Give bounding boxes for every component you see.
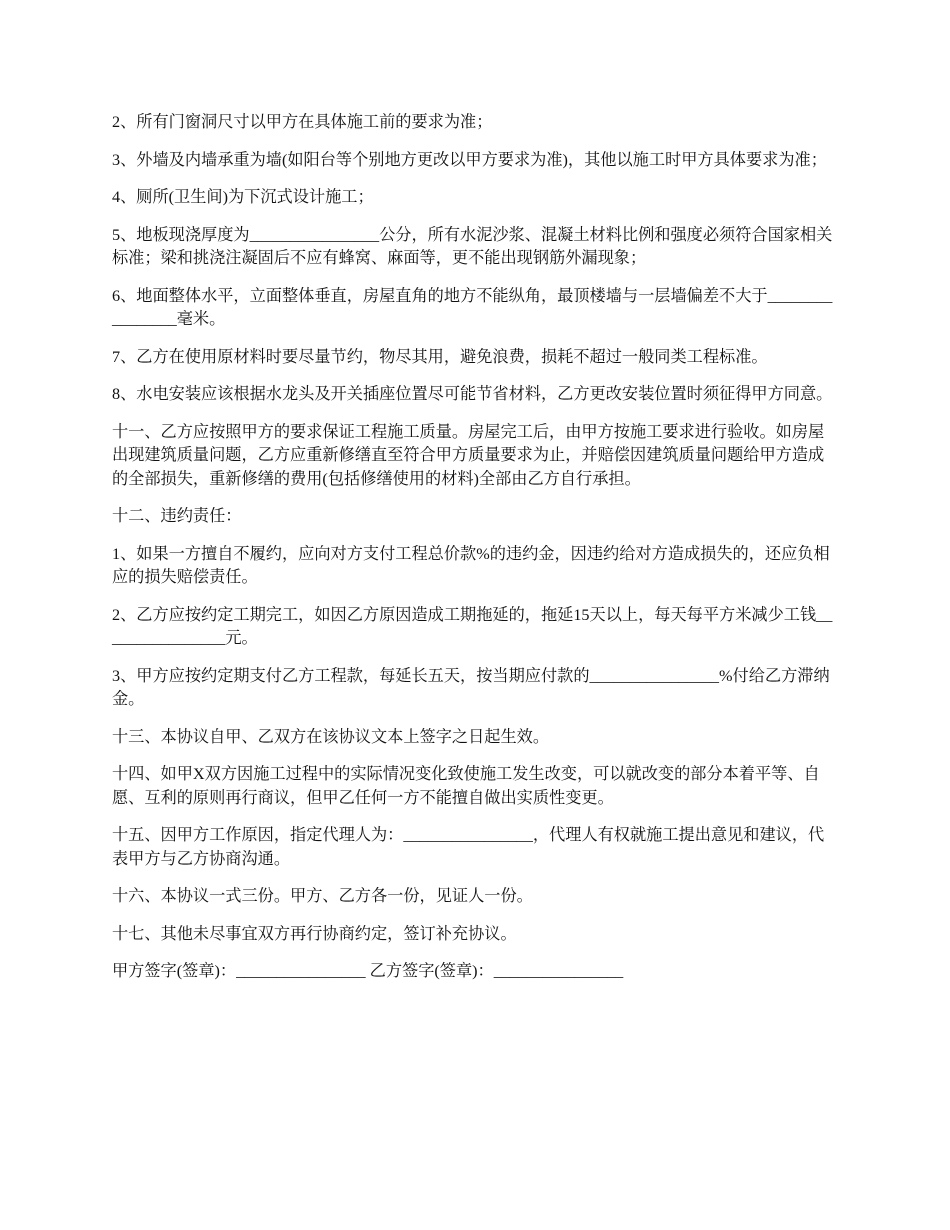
clause-sixteen-copies: 十六、本协议一式三份。甲方、乙方各一份，见证人一份。 <box>112 887 533 905</box>
clause-floor-thickness: 5、地板现浇厚度为________________公分，所有水泥沙浆、混凝土材料比例和强度必须符合国家相关标准；梁和挑浇注凝固后不应有蜂窝、麻面等，更不能出现钢筋外漏现象； <box>112 225 833 267</box>
clause-thirteen-effective: 十三、本协议自甲、乙双方在该协议文本上签字之日起生效。 <box>112 727 550 746</box>
clause-late-payment: 3、甲方应按约定期支付乙方工程款，每延长五天，按当期应付款的________________%付给乙方滞纳金。 <box>112 666 830 708</box>
clause-level-plumb: 6、地面整体水平，立面整体垂直，房屋直角的地方不能纵角，最顶楼墙与一层墙偏差不大于________________毫米。 <box>112 286 833 328</box>
clause-plumbing-electrical: 8、水电安装应该根据水龙头及开关插座位置尽可能节省材料，乙方更改安装位置时须征得甲方同意。 <box>112 385 833 403</box>
clause-load-bearing-walls: 3、外墙及内墙承重为墙(如阳台等个别地方更改以甲方要求为准)，其他以施工时甲方具体要求为准； <box>112 150 827 169</box>
clause-seventeen-supplement: 十七、其他未尽事宜双方再行协商约定，签订补充协议。 <box>112 924 517 943</box>
clause-toilet-design: 4、厕所(卫生间)为下沉式设计施工； <box>112 188 374 206</box>
clause-material-saving: 7、乙方在使用原材料时要尽量节约，物尽其用，避免浪费，损耗不超过一般同类工程标准。 <box>112 347 768 366</box>
clause-fourteen-changes: 十四、如甲X双方因施工过程中的实际情况变化致使施工发生改变，可以就改变的部分本着平等、自愿、互利的原则再行商议，但甲乙任何一方不能擅自做出实质性变更。 <box>112 765 820 807</box>
clause-eleven-quality: 十一、乙方应按照甲方的要求保证工程施工质量。房屋完工后，由甲方按施工要求进行验收。如房屋出现建筑质量问题，乙方应重新修缮直至符合甲方质量要求为止，并赔偿因建筑质量问题给甲方造成的全部损失，重新修缮的费用(包括修缮使用的材料)全部由乙方自行承担。 <box>112 422 825 488</box>
document-page <box>112 111 840 998</box>
section-heading-liability: 十二、违约责任： <box>112 507 242 525</box>
clause-door-window-size: 2、所有门窗洞尺寸以甲方在具体施工前的要求为准； <box>112 113 493 131</box>
clause-fifteen-agent: 十五、因甲方工作原因，指定代理人为：________________，代理人有权就施工提出意见和建议，代表甲方与乙方协商沟通。 <box>112 826 825 868</box>
signature-line: 甲方签字(签章)：________________ 乙方签字(签章)：________________ <box>112 962 624 980</box>
clause-breach-penalty: 1、如果一方擅自不履约，应向对方支付工程总价款%的违约金，因违约给对方造成损失的，还应负相应的损失赔偿责任。 <box>112 544 830 586</box>
clause-delay-penalty: 2、乙方应按约定工期完工，如因乙方原因造成工期拖延的，拖延15天以上，每天每平方米减少工钱________________元。 <box>112 605 833 647</box>
